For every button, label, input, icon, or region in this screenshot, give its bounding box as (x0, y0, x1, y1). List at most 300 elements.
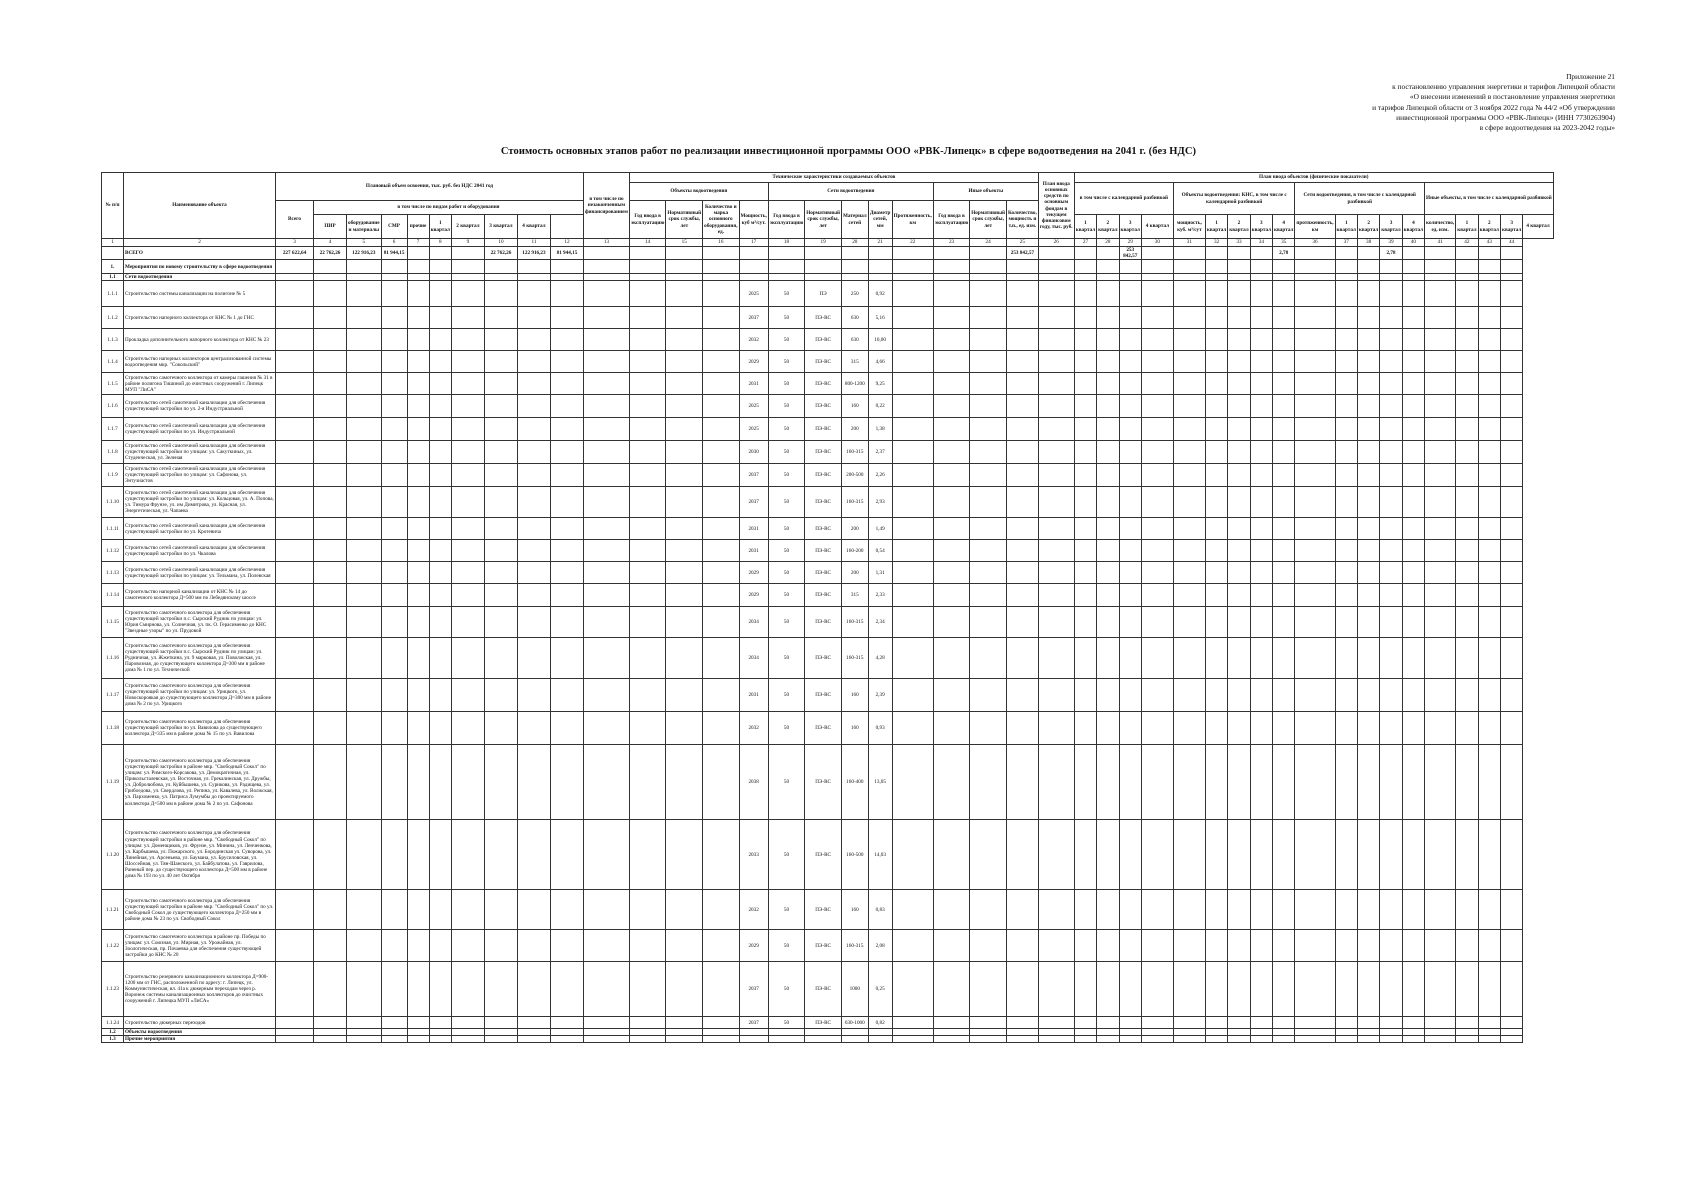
empty-cell (666, 562, 703, 584)
empty-cell (314, 1017, 347, 1029)
empty-cell (703, 441, 739, 464)
empty-cell (1425, 441, 1456, 464)
empty-cell (892, 274, 933, 281)
empty-cell (1141, 679, 1173, 712)
empty-cell (739, 1029, 768, 1036)
empty-cell (347, 890, 382, 930)
row-length: 0,93 (868, 712, 892, 745)
row-life: 50 (768, 930, 804, 962)
empty-cell (933, 281, 969, 307)
empty-cell (1273, 487, 1295, 518)
empty-cell (1097, 395, 1119, 418)
empty-cell (1425, 487, 1456, 518)
empty-cell (583, 281, 629, 307)
empty-cell (451, 584, 484, 607)
total-empty-cell (1205, 247, 1227, 260)
empty-cell (703, 329, 739, 351)
empty-cell (1425, 679, 1456, 712)
empty-cell (484, 962, 517, 1017)
empty-cell (1478, 274, 1500, 281)
empty-cell (484, 890, 517, 930)
empty-cell (1402, 712, 1424, 745)
total-empty-cell (970, 247, 1007, 260)
header-line: «О внесении изменений в постановление управления энергетики (1409, 92, 1615, 102)
row-life: 50 (768, 679, 804, 712)
empty-cell (347, 329, 382, 351)
empty-cell (1425, 351, 1456, 373)
empty-cell (484, 820, 517, 890)
empty-cell (892, 518, 933, 540)
row-year: 2033 (739, 820, 768, 890)
table-row (102, 962, 1554, 1017)
total-empty-cell (1500, 247, 1522, 260)
empty-cell (1425, 1036, 1456, 1043)
empty-cell (970, 418, 1007, 441)
empty-cell (933, 930, 969, 962)
empty-cell (1173, 1029, 1205, 1036)
row-material: ПЭ-RC (805, 418, 842, 441)
header-name: Наименование объекта (124, 173, 276, 239)
empty-cell (1038, 464, 1074, 487)
empty-cell (484, 373, 517, 395)
row-year: 2032 (739, 890, 768, 930)
row-material: ПЭ-RC (805, 930, 842, 962)
row-material: ПЭ-RC (805, 607, 842, 638)
empty-cell (1380, 1029, 1402, 1036)
empty-cell (892, 712, 933, 745)
header-line: инвестиционной программы ООО «РВК-Липецк» (ИНН 7730263904) (1396, 112, 1615, 122)
empty-cell (1456, 712, 1478, 745)
row-name: Строительство сетей самотечной канализации для обеспечения существующей застройки по улицам: ул. Тельмана, ул. Полевская (124, 562, 276, 584)
empty-cell (314, 962, 347, 1017)
empty-cell (550, 274, 583, 281)
empty-cell (1097, 638, 1119, 679)
row-length: 2,34 (868, 607, 892, 638)
empty-cell (583, 418, 629, 441)
empty-cell (451, 487, 484, 518)
empty-cell (1273, 518, 1295, 540)
empty-cell (517, 930, 550, 962)
empty-cell (1141, 260, 1173, 274)
empty-cell (1228, 930, 1250, 962)
empty-cell (666, 487, 703, 518)
row-length: 0,92 (868, 281, 892, 307)
empty-cell (1357, 712, 1379, 745)
empty-cell (892, 1029, 933, 1036)
empty-cell (583, 962, 629, 1017)
empty-cell (347, 1036, 382, 1043)
empty-cell (1250, 1029, 1272, 1036)
column-number: 4 (314, 239, 347, 247)
empty-cell (276, 930, 314, 962)
empty-cell (407, 373, 429, 395)
empty-cell (1250, 540, 1272, 562)
empty-cell (703, 307, 739, 329)
empty-cell (1205, 329, 1227, 351)
total-empty-cell (1173, 247, 1205, 260)
empty-cell (933, 518, 969, 540)
column-number: 30 (1141, 239, 1173, 247)
empty-cell (1228, 441, 1250, 464)
row-year: 2031 (739, 518, 768, 540)
empty-cell (1500, 712, 1522, 745)
empty-cell (583, 712, 629, 745)
empty-cell (666, 418, 703, 441)
empty-cell (1335, 930, 1357, 962)
empty-cell (1273, 540, 1295, 562)
empty-cell (1295, 260, 1335, 274)
empty-cell (1478, 679, 1500, 712)
empty-cell (1402, 441, 1424, 464)
empty-cell (429, 329, 451, 351)
row-num: 1.1.20 (102, 820, 124, 890)
empty-cell (666, 274, 703, 281)
empty-cell (892, 679, 933, 712)
row-length: 2,37 (868, 441, 892, 464)
empty-cell (1478, 712, 1500, 745)
empty-cell (892, 562, 933, 584)
empty-cell (407, 1029, 429, 1036)
empty-cell (1357, 745, 1379, 820)
empty-cell (1141, 518, 1173, 540)
row-diameter: 160 (841, 395, 868, 418)
empty-cell (583, 1017, 629, 1029)
empty-cell (1380, 395, 1402, 418)
empty-cell (629, 1029, 665, 1036)
empty-cell (1074, 562, 1096, 584)
empty-cell (1141, 464, 1173, 487)
empty-cell (1295, 562, 1335, 584)
empty-cell (1478, 1036, 1500, 1043)
empty-cell (1074, 540, 1096, 562)
empty-cell (1173, 395, 1205, 418)
row-life: 50 (768, 820, 804, 890)
empty-cell (550, 373, 583, 395)
section-name: Мероприятия по новому строительству в сфере водоотведения (124, 260, 276, 274)
empty-cell (1038, 962, 1074, 1017)
empty-cell (666, 1017, 703, 1029)
empty-cell (1500, 820, 1522, 890)
empty-cell (1295, 518, 1335, 540)
empty-cell (1335, 890, 1357, 930)
table-row (102, 487, 1554, 518)
empty-cell (1205, 584, 1227, 607)
empty-cell (1456, 518, 1478, 540)
empty-cell (629, 274, 665, 281)
row-material: ПЭ-RC (805, 962, 842, 1017)
empty-cell (276, 562, 314, 584)
header-empty (550, 215, 583, 239)
empty-cell (1119, 464, 1141, 487)
empty-cell (1357, 820, 1379, 890)
empty-cell (550, 260, 583, 274)
empty-cell (892, 464, 933, 487)
empty-cell (1500, 329, 1522, 351)
empty-cell (1228, 679, 1250, 712)
empty-cell (970, 1036, 1007, 1043)
empty-cell (381, 281, 407, 307)
empty-cell (892, 745, 933, 820)
empty-cell (933, 607, 969, 638)
row-life: 50 (768, 329, 804, 351)
empty-cell (1500, 562, 1522, 584)
header-line: и тарифов Липецкой области от 3 ноября 2022 года № 44/2 «Об утверждении (1372, 102, 1615, 112)
empty-cell (666, 712, 703, 745)
empty-cell (517, 540, 550, 562)
total-num-cell (102, 247, 124, 260)
empty-cell (1097, 1029, 1119, 1036)
header-num: № п/п (102, 173, 124, 239)
empty-cell (550, 281, 583, 307)
row-name: Строительство самотечного коллектора от камеры гашения № 31 в районе полигона Тишиной до очистных сооружений г. Липецк МУП "ЛиСА" (124, 373, 276, 395)
row-year: 2029 (739, 351, 768, 373)
column-number: 20 (841, 239, 868, 247)
empty-cell (1173, 373, 1205, 395)
header-equip: оборудование и материалы (347, 215, 382, 239)
total-empty-cell (868, 247, 892, 260)
empty-cell (429, 307, 451, 329)
empty-cell (1141, 441, 1173, 464)
empty-cell (1425, 540, 1456, 562)
empty-cell (1007, 1017, 1039, 1029)
empty-cell (1119, 518, 1141, 540)
empty-cell (1500, 487, 1522, 518)
empty-cell (381, 518, 407, 540)
empty-cell (1425, 930, 1456, 962)
empty-cell (1273, 712, 1295, 745)
empty-cell (347, 418, 382, 441)
empty-cell (314, 638, 347, 679)
row-life: 50 (768, 281, 804, 307)
empty-cell (1007, 441, 1039, 464)
empty-cell (933, 1036, 969, 1043)
empty-cell (703, 540, 739, 562)
empty-cell (970, 930, 1007, 962)
row-material: ПЭ-RC (805, 518, 842, 540)
empty-cell (1425, 890, 1456, 930)
empty-cell (1357, 562, 1379, 584)
empty-cell (583, 307, 629, 329)
header-cost-group: Плановый объем освоения, тыс. руб. без НДС 2041 год (276, 173, 584, 201)
empty-cell (314, 607, 347, 638)
empty-cell (1456, 351, 1478, 373)
row-year: 2031 (739, 679, 768, 712)
row-num: 1.1.22 (102, 930, 124, 962)
total-empty-cell (451, 247, 484, 260)
empty-cell (517, 638, 550, 679)
empty-cell (1228, 584, 1250, 607)
empty-cell (407, 464, 429, 487)
empty-cell (1402, 260, 1424, 274)
empty-cell (703, 1029, 739, 1036)
empty-cell (314, 562, 347, 584)
empty-cell (892, 418, 933, 441)
empty-cell (1228, 890, 1250, 930)
empty-cell (1402, 373, 1424, 395)
empty-cell (666, 638, 703, 679)
column-number: 19 (805, 239, 842, 247)
empty-cell (1250, 679, 1272, 712)
empty-cell (407, 329, 429, 351)
row-num: 1.1.8 (102, 441, 124, 464)
empty-cell (314, 260, 347, 274)
empty-cell (517, 418, 550, 441)
row-life: 50 (768, 540, 804, 562)
row-material: ПЭ-RC (805, 487, 842, 518)
empty-cell (583, 441, 629, 464)
column-number: 16 (703, 239, 739, 247)
cost-table (101, 172, 1554, 1043)
empty-cell (429, 745, 451, 820)
empty-cell (517, 281, 550, 307)
empty-cell (629, 930, 665, 962)
empty-cell (583, 274, 629, 281)
empty-cell (703, 607, 739, 638)
empty-cell (484, 281, 517, 307)
empty-cell (381, 540, 407, 562)
empty-cell (1074, 638, 1096, 679)
empty-cell (347, 712, 382, 745)
empty-cell (276, 638, 314, 679)
empty-cell (1335, 540, 1357, 562)
column-number: 3 (276, 239, 314, 247)
total-plan-q4: 253 842,57 (1119, 247, 1141, 260)
row-year: 2037 (739, 1017, 768, 1029)
empty-cell (1273, 418, 1295, 441)
empty-cell (1380, 930, 1402, 962)
empty-cell (1119, 281, 1141, 307)
empty-cell (1074, 679, 1096, 712)
row-diameter: 160-315 (841, 487, 868, 518)
empty-cell (1456, 373, 1478, 395)
empty-cell (1074, 584, 1096, 607)
empty-cell (1357, 274, 1379, 281)
empty-cell (1141, 712, 1173, 745)
empty-cell (1357, 962, 1379, 1017)
header-cal-q3: 3 квартал (1119, 215, 1141, 239)
empty-cell (1205, 395, 1227, 418)
empty-cell (1007, 1029, 1039, 1036)
total-equip: 122 916,23 (347, 247, 382, 260)
empty-cell (484, 260, 517, 274)
empty-cell (1273, 930, 1295, 962)
empty-cell (429, 820, 451, 890)
empty-cell (276, 1036, 314, 1043)
empty-cell (451, 373, 484, 395)
total-empty-cell (629, 247, 665, 260)
empty-cell (933, 540, 969, 562)
empty-cell (1074, 1036, 1096, 1043)
total-q2: 22 762,26 (484, 247, 517, 260)
empty-cell (429, 638, 451, 679)
empty-cell (451, 274, 484, 281)
empty-cell (583, 260, 629, 274)
empty-cell (1295, 373, 1335, 395)
empty-cell (1478, 464, 1500, 487)
row-life: 50 (768, 373, 804, 395)
header-incl-past: в том числе по незаконченным финансированием (583, 173, 629, 239)
section-num: 1. (102, 260, 124, 274)
empty-cell (583, 679, 629, 712)
empty-cell (583, 1029, 629, 1036)
empty-cell (381, 584, 407, 607)
empty-cell (1141, 418, 1173, 441)
row-life: 50 (768, 890, 804, 930)
empty-cell (550, 1029, 583, 1036)
empty-cell (1173, 329, 1205, 351)
empty-cell (868, 260, 892, 274)
empty-cell (892, 329, 933, 351)
empty-cell (892, 540, 933, 562)
row-material: ПЭ-RC (805, 820, 842, 890)
empty-cell (550, 962, 583, 1017)
empty-cell (933, 1029, 969, 1036)
header-q4: 4 квартал (517, 215, 550, 239)
header-nets-q2: 2 квартал (1357, 215, 1379, 239)
column-number: 6 (381, 239, 407, 247)
total-empty-cell (768, 247, 804, 260)
empty-cell (666, 373, 703, 395)
section-num: 1.3 (102, 1036, 124, 1043)
empty-cell (381, 638, 407, 679)
empty-cell (1074, 820, 1096, 890)
empty-cell (1380, 679, 1402, 712)
empty-cell (1273, 1029, 1295, 1036)
empty-cell (1250, 307, 1272, 329)
empty-cell (276, 351, 314, 373)
empty-cell (970, 607, 1007, 638)
empty-cell (1173, 930, 1205, 962)
header-tech-group: Технические характеристики создаваемых объектов (629, 173, 1038, 183)
empty-cell (666, 540, 703, 562)
row-diameter: 200-500 (841, 464, 868, 487)
empty-cell (1478, 487, 1500, 518)
column-number: 21 (868, 239, 892, 247)
column-number: 15 (666, 239, 703, 247)
empty-cell (276, 274, 314, 281)
empty-cell (1335, 395, 1357, 418)
empty-cell (1119, 329, 1141, 351)
header-oth-q2: 2 квартал (1478, 215, 1500, 239)
empty-cell (1038, 351, 1074, 373)
empty-cell (1402, 820, 1424, 890)
empty-cell (1038, 820, 1074, 890)
empty-cell (1228, 540, 1250, 562)
empty-cell (805, 1029, 842, 1036)
empty-cell (1097, 418, 1119, 441)
empty-cell (1038, 260, 1074, 274)
empty-cell (1250, 441, 1272, 464)
column-number: 17 (739, 239, 768, 247)
empty-cell (666, 441, 703, 464)
empty-cell (703, 395, 739, 418)
row-life: 50 (768, 351, 804, 373)
empty-cell (1074, 441, 1096, 464)
empty-cell (1380, 745, 1402, 820)
empty-cell (1402, 274, 1424, 281)
empty-cell (1141, 562, 1173, 584)
empty-cell (484, 712, 517, 745)
total-empty-cell (1335, 247, 1357, 260)
empty-cell (703, 584, 739, 607)
empty-cell (583, 1036, 629, 1043)
empty-cell (1335, 1029, 1357, 1036)
empty-cell (1357, 260, 1379, 274)
empty-cell (484, 584, 517, 607)
empty-cell (1119, 307, 1141, 329)
empty-cell (407, 607, 429, 638)
empty-cell (381, 307, 407, 329)
